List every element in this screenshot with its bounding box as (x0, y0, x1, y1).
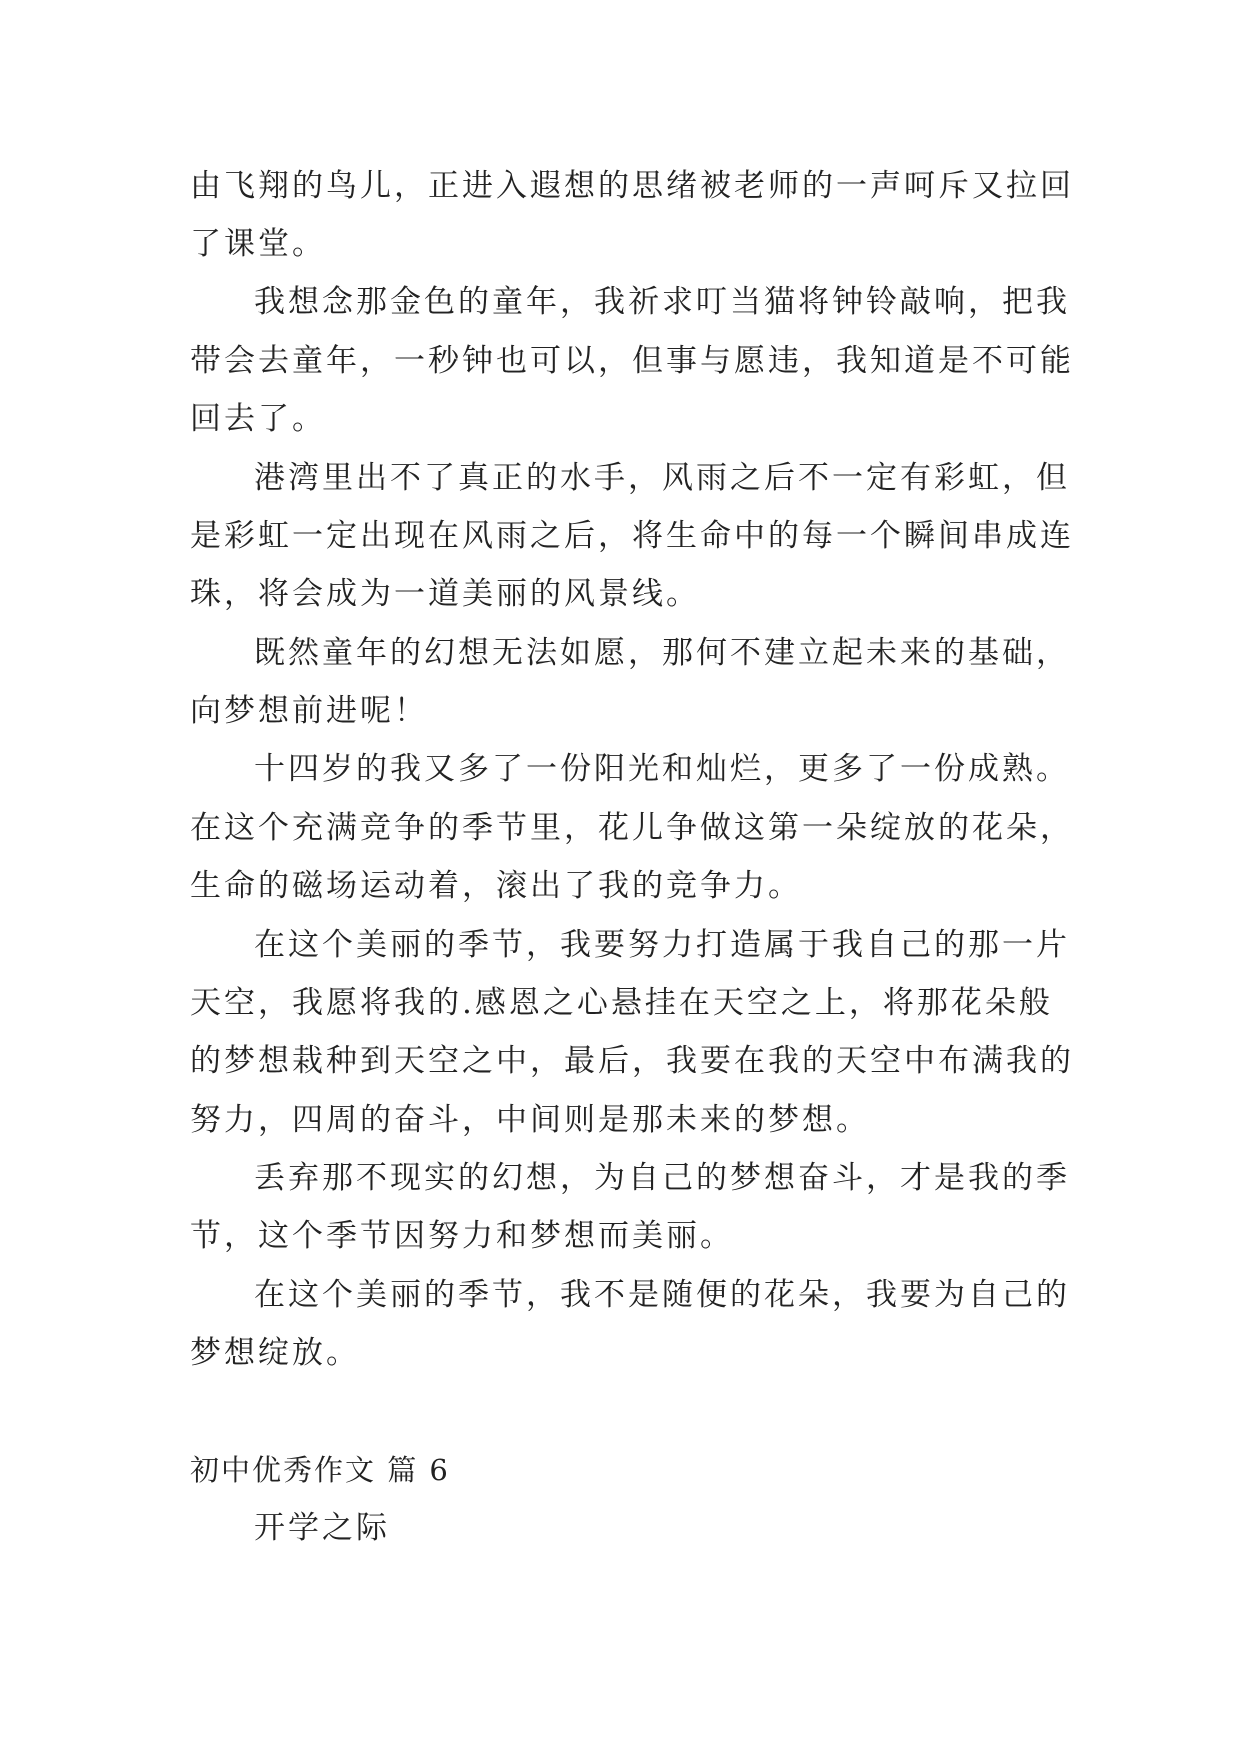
text-line: 梦想绽放。 (190, 1335, 360, 1371)
text-line: 在这个充满竞争的季节里，花儿争做这第一朵绽放的花朵， (190, 810, 1074, 846)
text-line: 珠，将会成为一道美丽的风景线。 (190, 576, 700, 612)
text-line: 的梦想栽种到天空之中，最后，我要在我的天空中布满我的 (190, 1043, 1074, 1079)
paragraph-first-line: 既然童年的幻想无法如愿，那何不建立起未来的基础， (254, 635, 1070, 671)
paragraph-first-line: 港湾里出不了真正的水手，风雨之后不一定有彩虹，但 (254, 460, 1070, 496)
text-line: 向梦想前进呢！ (190, 693, 428, 729)
text-line: 节，这个季节因努力和梦想而美丽。 (190, 1218, 734, 1254)
text-line: 是彩虹一定出现在风雨之后，将生命中的每一个瞬间串成连 (190, 518, 1074, 554)
text-line: 生命的磁场运动着，滚出了我的竞争力。 (190, 868, 802, 904)
paragraph-first-line: 丢弃那不现实的幻想，为自己的梦想奋斗，才是我的季 (254, 1160, 1070, 1196)
text-line: 天空，我愿将我的.感恩之心悬挂在天空之上，将那花朵般 (190, 985, 1053, 1021)
text-line: 了课堂。 (190, 226, 326, 262)
text-line: 回去了。 (190, 401, 326, 437)
text-line: 由飞翔的鸟儿，正进入遐想的思绪被老师的一声呵斥又拉回 (190, 168, 1074, 204)
paragraph-first-line: 在这个美丽的季节，我要努力打造属于我自己的那一片 (254, 927, 1070, 963)
text-line: 努力，四周的奋斗，中间则是那未来的梦想。 (190, 1102, 870, 1138)
text-line: 带会去童年，一秒钟也可以，但事与愿违，我知道是不可能 (190, 343, 1074, 379)
paragraph-first-line: 十四岁的我又多了一份阳光和灿烂，更多了一份成熟。 (254, 751, 1070, 787)
section-heading: 初中优秀作文 篇 6 (190, 1453, 450, 1487)
essay-title: 开学之际 (254, 1510, 390, 1546)
paragraph-first-line: 我想念那金色的童年，我祈求叮当猫将钟铃敲响，把我 (254, 284, 1070, 320)
paragraph-first-line: 在这个美丽的季节，我不是随便的花朵，我要为自己的 (254, 1277, 1070, 1313)
